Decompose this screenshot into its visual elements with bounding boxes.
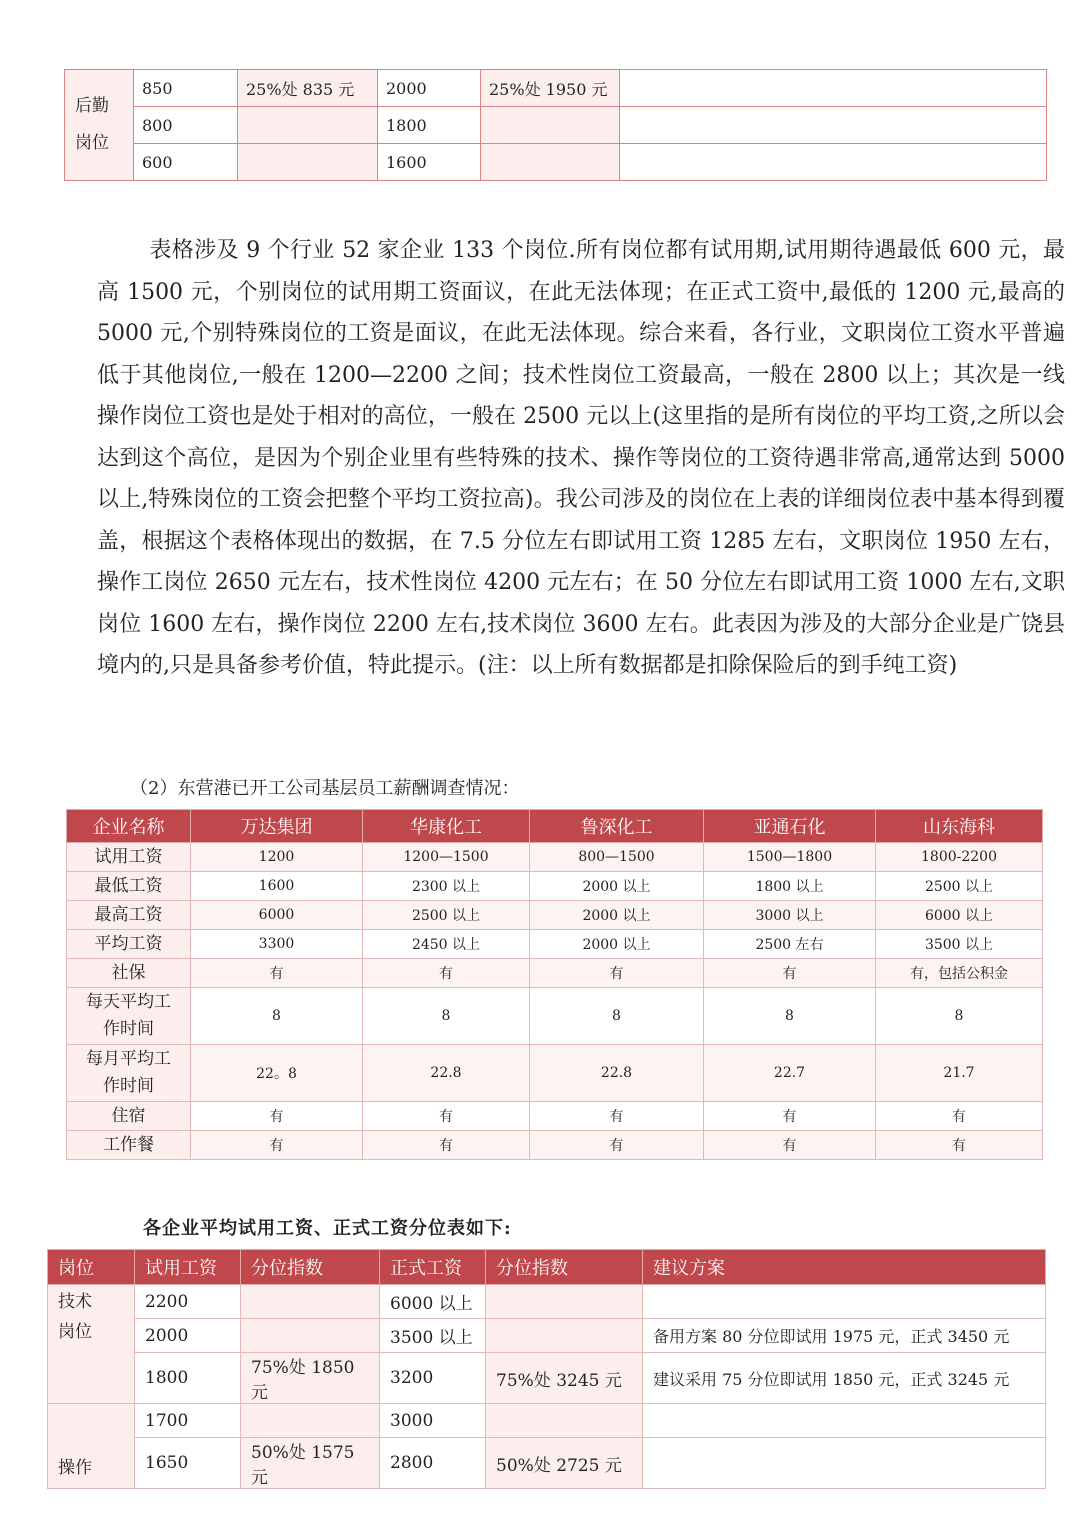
analysis-paragraph: 表格涉及 9 个行业 52 家企业 133 个岗位.所有岗位都有试用期,试用期待遇最低 600 元，最高 1500 元，个别岗位的试用期工资面议，在此无法体现；在正式工资中,最低的 1200 元,最高的 5000 元,个别特殊岗位的工资是面议，在此无法体现。综合来看，各行业，文职岗位工资水平普遍低于其他岗位,一般在 1200—2200 之间；技术性岗位工资最高，一般在 2800 以上；其次是一线操作岗位工资也是处于相对的高位，一般在 2500 元以上(这里指的是所有岗位的平均工资,之所以会达到这个高位，是因为个别企业里有些特殊的技术、操作等岗位的工资待遇非常高,通常达到 5000 以上,特殊岗位的工资会把整个平均工资拉高)。我公司涉及的岗位在上表的详细岗位表中基本得到覆盖，根据这个表格体现出的数据，在 7.5 分位左右即试用工资 1285 左右，文职岗位 1950 左右，操作工岗位 2650 元左右，技术性岗位 4200 元左右；在 50 分位左右即试用工资 1000 左右,文职岗位 1600 左右，操作岗位 2200 左右,技术岗位 3600 左右。此表因为涉及的大部分企业是广饶县境内的,只是具备参考价值，特此提示。(注：以上所有数据都是扣除保险后的到手纯工资) <box>97 238 1065 678</box>
column-header: 亚通石化 <box>704 810 876 843</box>
row-label: 住宿 <box>67 1102 191 1131</box>
table-cell <box>481 144 620 181</box>
table-row <box>67 988 1043 1045</box>
column-header: 鲁深化工 <box>530 810 704 843</box>
table-cell <box>241 1319 380 1353</box>
table-cell: 75%处 3245 元 <box>486 1353 643 1404</box>
row-header-operation: 操作 <box>48 1404 135 1489</box>
table-cell: 1800-2200 <box>876 843 1043 872</box>
table-cell: 有 <box>530 959 704 988</box>
table-row <box>67 1102 1043 1131</box>
percentile-table-caption: 各企业平均试用工资、正式工资分位表如下: <box>143 1218 512 1239</box>
column-header: 山东海科 <box>876 810 1043 843</box>
table-header-row <box>48 1250 1046 1285</box>
table-cell: 8 <box>530 988 704 1045</box>
table-cell: 2450 以上 <box>363 930 530 959</box>
table-row <box>67 930 1043 959</box>
table-cell: 600 <box>134 144 238 181</box>
table-cell <box>620 107 1047 144</box>
table-cell: 有 <box>191 1131 363 1160</box>
table-cell: 2500 以上 <box>876 872 1043 901</box>
table-row <box>65 144 1047 181</box>
table-cell: 75%处 1850 元 <box>241 1353 380 1404</box>
table-cell: 1200—1500 <box>363 843 530 872</box>
table-cell: 有，包括公积金 <box>876 959 1043 988</box>
table-row <box>48 1285 1046 1319</box>
table-row <box>65 107 1047 144</box>
table-cell: 1800 <box>135 1353 241 1404</box>
row-label: 工作餐 <box>67 1131 191 1160</box>
row-label: 每天平均工 作时间 <box>67 988 191 1045</box>
table-cell: 有 <box>876 1131 1043 1160</box>
table-cell: 有 <box>876 1102 1043 1131</box>
row-header-technical: 技术 岗位 <box>48 1285 135 1404</box>
column-header: 正式工资 <box>380 1250 486 1285</box>
table-cell: 1600 <box>378 144 481 181</box>
table-cell: 8 <box>363 988 530 1045</box>
table-cell: 1700 <box>135 1404 241 1438</box>
table-cell: 2200 <box>135 1285 241 1319</box>
table-cell: 22。8 <box>191 1045 363 1102</box>
table-row <box>48 1353 1046 1404</box>
table-cell: 800 <box>134 107 238 144</box>
table-row <box>67 901 1043 930</box>
column-header: 分位指数 <box>486 1250 643 1285</box>
table-cell: 6000 <box>191 901 363 930</box>
table-cell: 有 <box>363 959 530 988</box>
table-cell: 有 <box>363 1102 530 1131</box>
column-header: 分位指数 <box>241 1250 380 1285</box>
table-cell: 8 <box>704 988 876 1045</box>
table-cell: 850 <box>134 70 238 107</box>
table-cell: 1800 <box>378 107 481 144</box>
table-cell: 6000 以上 <box>876 901 1043 930</box>
table-cell: 22.7 <box>704 1045 876 1102</box>
table-row <box>48 1438 1046 1489</box>
table-cell <box>486 1319 643 1353</box>
table-cell <box>241 1285 380 1319</box>
table-cell: 2000 <box>378 70 481 107</box>
table-row <box>65 70 1047 107</box>
column-header: 企业名称 <box>67 810 191 843</box>
table-cell <box>620 144 1047 181</box>
table-cell <box>241 1404 380 1438</box>
row-label: 最高工资 <box>67 901 191 930</box>
table-cell: 有 <box>191 1102 363 1131</box>
table-row <box>48 1404 1046 1438</box>
table-cell: 备用方案 80 分位即试用 1975 元，正式 3450 元 <box>643 1319 1046 1353</box>
row-header-logistics: 后勤 岗位 <box>65 70 134 181</box>
table-cell: 有 <box>704 1102 876 1131</box>
table-cell: 8 <box>191 988 363 1045</box>
table-cell: 3000 <box>380 1404 486 1438</box>
table-cell: 6000 以上 <box>380 1285 486 1319</box>
column-header: 华康化工 <box>363 810 530 843</box>
table-cell: 1200 <box>191 843 363 872</box>
table-cell <box>620 70 1047 107</box>
table-cell <box>643 1404 1046 1438</box>
table-cell: 2800 <box>380 1438 486 1489</box>
table-cell: 3000 以上 <box>704 901 876 930</box>
column-header: 试用工资 <box>135 1250 241 1285</box>
table-cell: 22.8 <box>530 1045 704 1102</box>
logistics-salary-table <box>64 69 1047 181</box>
table-cell: 2000 以上 <box>530 872 704 901</box>
table-cell: 25%处 1950 元 <box>481 70 620 107</box>
row-label: 试用工资 <box>67 843 191 872</box>
table-cell: 有 <box>530 1131 704 1160</box>
table-cell: 3500 以上 <box>876 930 1043 959</box>
table-cell <box>238 107 378 144</box>
table-cell: 50%处 2725 元 <box>486 1438 643 1489</box>
table-cell <box>486 1285 643 1319</box>
table-cell: 2000 <box>135 1319 241 1353</box>
table-row <box>67 1131 1043 1160</box>
table-cell <box>238 144 378 181</box>
table-cell: 22.8 <box>363 1045 530 1102</box>
table-cell: 8 <box>876 988 1043 1045</box>
table-header-row <box>67 810 1043 843</box>
table-row <box>67 872 1043 901</box>
table-row <box>67 1045 1043 1102</box>
survey-caption: （2）东营港已开工公司基层员工薪酬调查情况： <box>130 778 520 799</box>
table-cell: 25%处 835 元 <box>238 70 378 107</box>
table-row <box>48 1319 1046 1353</box>
table-cell: 有 <box>363 1131 530 1160</box>
company-salary-survey-table <box>66 809 1043 1160</box>
row-label: 平均工资 <box>67 930 191 959</box>
table-row <box>67 959 1043 988</box>
row-label: 最低工资 <box>67 872 191 901</box>
table-cell <box>486 1404 643 1438</box>
table-cell: 3500 以上 <box>380 1319 486 1353</box>
table-cell: 2300 以上 <box>363 872 530 901</box>
table-cell: 建议采用 75 分位即试用 1850 元，正式 3245 元 <box>643 1353 1046 1404</box>
table-cell: 1800 以上 <box>704 872 876 901</box>
table-cell: 有 <box>704 959 876 988</box>
column-header: 岗位 <box>48 1250 135 1285</box>
column-header: 万达集团 <box>191 810 363 843</box>
row-label: 社保 <box>67 959 191 988</box>
table-cell: 21.7 <box>876 1045 1043 1102</box>
percentile-salary-table <box>47 1249 1046 1489</box>
table-cell: 有 <box>191 959 363 988</box>
row-label: 每月平均工 作时间 <box>67 1045 191 1102</box>
table-cell: 1600 <box>191 872 363 901</box>
table-cell: 1650 <box>135 1438 241 1489</box>
table-cell: 2500 左右 <box>704 930 876 959</box>
table-cell: 3300 <box>191 930 363 959</box>
table-cell: 2000 以上 <box>530 930 704 959</box>
table-cell: 2500 以上 <box>363 901 530 930</box>
table-row <box>67 843 1043 872</box>
table-cell <box>643 1438 1046 1489</box>
table-cell: 有 <box>530 1102 704 1131</box>
table-cell: 50%处 1575 元 <box>241 1438 380 1489</box>
table-cell: 2000 以上 <box>530 901 704 930</box>
table-cell: 1500—1800 <box>704 843 876 872</box>
table-cell: 800—1500 <box>530 843 704 872</box>
column-header: 建议方案 <box>643 1250 1046 1285</box>
table-cell: 3200 <box>380 1353 486 1404</box>
table-cell: 有 <box>704 1131 876 1160</box>
table-cell <box>481 107 620 144</box>
table-cell <box>643 1285 1046 1319</box>
